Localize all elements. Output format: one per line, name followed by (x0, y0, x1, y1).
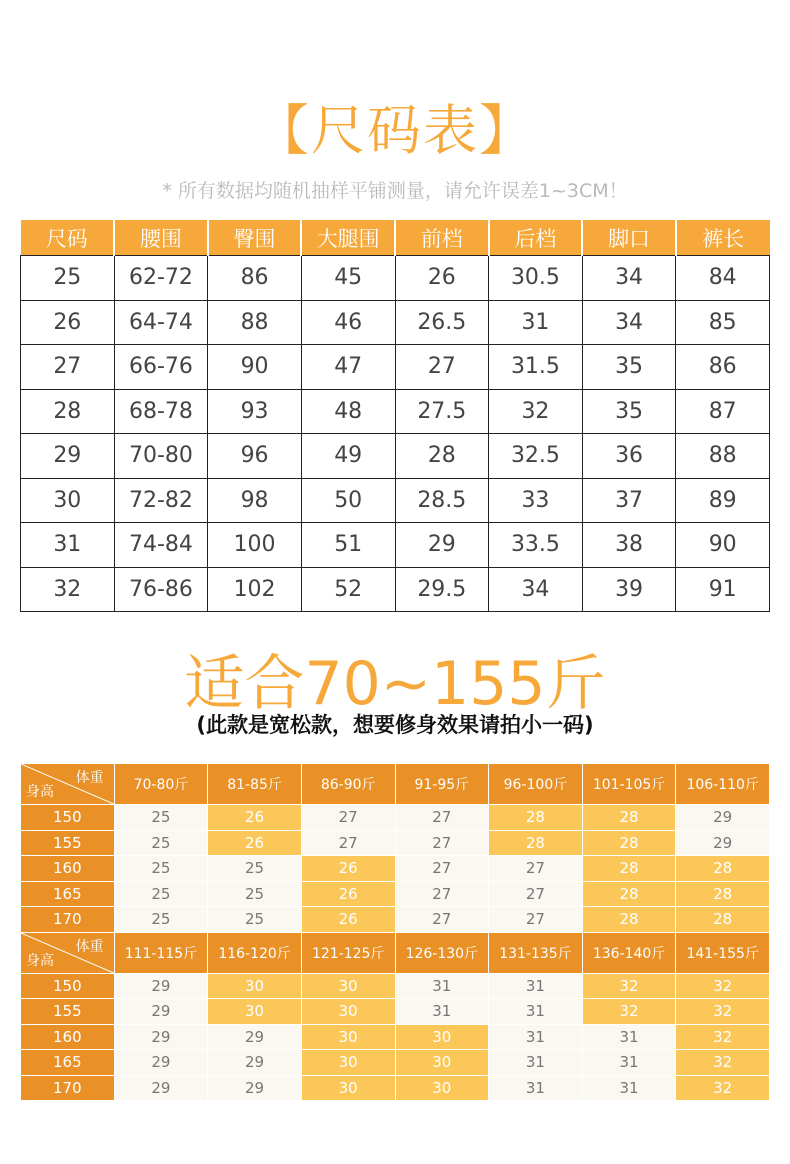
table-row (21, 389, 770, 434)
size-cell-highlighted: 26 (301, 907, 395, 933)
weight-height-table (20, 763, 770, 1101)
weight-range-header: 121-125斤 (301, 932, 395, 973)
table-cell: 36 (582, 434, 676, 479)
size-cell-highlighted: 28 (582, 907, 676, 933)
table-cell: 96 (208, 434, 302, 479)
table-cell: 84 (676, 256, 770, 301)
table-row (21, 1075, 770, 1101)
height-cell: 165 (21, 881, 115, 907)
table-cell: 31.5 (489, 345, 583, 390)
weight-axis-label: 体重 (75, 938, 104, 955)
page-title: 【尺码表】 (255, 99, 535, 162)
table-cell: 90 (208, 345, 302, 390)
table-cell: 28 (395, 434, 489, 479)
size-cell: 29 (676, 830, 770, 856)
weight-range-header: 126-130斤 (395, 932, 489, 973)
table-cell: 28.5 (395, 478, 489, 523)
weight-range-header: 86-90斤 (301, 764, 395, 805)
size-cell: 29 (114, 999, 208, 1025)
table-cell: 51 (301, 523, 395, 568)
table-row (21, 478, 770, 523)
table-cell: 29 (21, 434, 115, 479)
height-cell: 150 (21, 973, 115, 999)
table-cell: 50 (301, 478, 395, 523)
table-cell: 88 (208, 300, 302, 345)
weight-range-header: 101-105斤 (582, 764, 676, 805)
size-cell: 25 (208, 856, 302, 882)
table-cell: 68-78 (114, 389, 208, 434)
table-cell: 102 (208, 567, 302, 612)
table-cell: 85 (676, 300, 770, 345)
table-row (21, 999, 770, 1025)
table-row (21, 881, 770, 907)
size-cell: 29 (208, 1075, 302, 1101)
table-cell: 48 (301, 389, 395, 434)
table-cell: 27 (395, 345, 489, 390)
table-cell: 31 (489, 300, 583, 345)
height-cell: 160 (21, 1024, 115, 1050)
size-cell: 25 (114, 830, 208, 856)
size-cell-highlighted: 30 (395, 1075, 489, 1101)
table-cell: 30 (21, 478, 115, 523)
table-row (21, 434, 770, 479)
table-row (21, 973, 770, 999)
size-cell-highlighted: 26 (208, 805, 302, 831)
column-header: 脚口 (582, 220, 676, 256)
table-row (21, 1050, 770, 1076)
size-cell-highlighted: 28 (582, 805, 676, 831)
size-cell: 27 (301, 805, 395, 831)
column-header: 尺码 (21, 220, 115, 256)
size-cell-highlighted: 32 (676, 999, 770, 1025)
table-cell: 34 (582, 300, 676, 345)
size-cell: 31 (582, 1024, 676, 1050)
weight-range-header: 141-155斤 (676, 932, 770, 973)
table-cell: 88 (676, 434, 770, 479)
table-cell: 32 (489, 389, 583, 434)
size-cell-highlighted: 30 (395, 1024, 489, 1050)
table-row (21, 805, 770, 831)
size-cell: 25 (208, 907, 302, 933)
size-cell-highlighted: 32 (676, 1075, 770, 1101)
table-cell: 26.5 (395, 300, 489, 345)
size-cell-highlighted: 32 (582, 999, 676, 1025)
corner-header (21, 932, 115, 973)
height-cell: 170 (21, 907, 115, 933)
size-cell: 31 (395, 973, 489, 999)
size-cell-highlighted: 28 (676, 881, 770, 907)
fit-note: (此款是宽松款，想要修身效果请拍小一码) (196, 713, 594, 737)
table-cell: 35 (582, 345, 676, 390)
table-cell: 47 (301, 345, 395, 390)
size-cell: 31 (489, 1075, 583, 1101)
table-cell: 45 (301, 256, 395, 301)
size-cell: 31 (582, 1050, 676, 1076)
height-axis-label: 身高 (26, 784, 54, 800)
size-cell: 27 (489, 907, 583, 933)
size-cell: 25 (114, 805, 208, 831)
size-cell-highlighted: 26 (301, 881, 395, 907)
measurement-note: * 所有数据均随机抽样平铺测量，请允许误差1~3CM！ (162, 180, 628, 202)
weight-axis-label: 体重 (75, 770, 104, 786)
table-row (21, 523, 770, 568)
table-cell: 100 (208, 523, 302, 568)
table-cell: 34 (582, 256, 676, 301)
table-cell: 35 (582, 389, 676, 434)
table-cell: 30.5 (489, 256, 583, 301)
size-cell-highlighted: 32 (676, 1024, 770, 1050)
table-cell: 31 (21, 523, 115, 568)
size-cell: 29 (114, 1024, 208, 1050)
size-cell: 25 (114, 881, 208, 907)
height-cell: 150 (21, 805, 115, 831)
size-cell-highlighted: 28 (489, 805, 583, 831)
size-cell-highlighted: 26 (301, 856, 395, 882)
table-cell: 91 (676, 567, 770, 612)
table-cell: 25 (21, 256, 115, 301)
table-row (21, 830, 770, 856)
weight-range-header: 96-100斤 (489, 764, 583, 805)
size-cell-highlighted: 30 (301, 1050, 395, 1076)
weight-range-header: 131-135斤 (489, 932, 583, 973)
size-cell: 29 (208, 1024, 302, 1050)
size-cell-highlighted: 28 (582, 881, 676, 907)
table-cell: 32 (21, 567, 115, 612)
table-cell: 26 (21, 300, 115, 345)
size-cell-highlighted: 30 (208, 999, 302, 1025)
height-axis-label: 身高 (26, 952, 54, 969)
size-cell-highlighted: 32 (582, 973, 676, 999)
size-cell-highlighted: 30 (301, 1075, 395, 1101)
size-cell-highlighted: 30 (301, 999, 395, 1025)
table-cell: 89 (676, 478, 770, 523)
size-cell-highlighted: 28 (676, 907, 770, 933)
weight-header-row (21, 932, 770, 973)
size-cell: 25 (114, 907, 208, 933)
size-cell: 27 (395, 830, 489, 856)
size-cell: 29 (208, 1050, 302, 1076)
table-cell: 74-84 (114, 523, 208, 568)
size-cell-highlighted: 30 (301, 1024, 395, 1050)
table-cell: 98 (208, 478, 302, 523)
size-cell-highlighted: 30 (395, 1050, 489, 1076)
size-cell: 27 (395, 805, 489, 831)
table-row (21, 567, 770, 612)
table-row (21, 256, 770, 301)
column-header: 大腿围 (301, 220, 395, 256)
table-cell: 29 (395, 523, 489, 568)
size-cell: 31 (489, 999, 583, 1025)
table-row (21, 345, 770, 390)
size-cell: 29 (114, 1050, 208, 1076)
weight-range-header: 136-140斤 (582, 932, 676, 973)
table-cell: 37 (582, 478, 676, 523)
size-cell: 27 (395, 881, 489, 907)
table-cell: 33.5 (489, 523, 583, 568)
table-cell: 26 (395, 256, 489, 301)
weight-range-header: 81-85斤 (208, 764, 302, 805)
size-cell-highlighted: 28 (489, 830, 583, 856)
table-cell: 86 (208, 256, 302, 301)
table-cell: 86 (676, 345, 770, 390)
table-cell: 66-76 (114, 345, 208, 390)
height-cell: 165 (21, 1050, 115, 1076)
table-row (21, 907, 770, 933)
size-table (20, 220, 770, 612)
size-cell-highlighted: 30 (208, 973, 302, 999)
weight-range-header: 111-115斤 (114, 932, 208, 973)
table-cell: 29.5 (395, 567, 489, 612)
table-cell: 34 (489, 567, 583, 612)
size-cell-highlighted: 28 (582, 830, 676, 856)
size-cell: 27 (395, 856, 489, 882)
table-cell: 39 (582, 567, 676, 612)
table-cell: 90 (676, 523, 770, 568)
size-cell: 31 (489, 1050, 583, 1076)
weight-range-header: 91-95斤 (395, 764, 489, 805)
table-cell: 27 (21, 345, 115, 390)
column-header: 前档 (395, 220, 489, 256)
size-cell: 27 (395, 907, 489, 933)
size-cell: 29 (676, 805, 770, 831)
size-cell: 31 (489, 1024, 583, 1050)
table-cell: 38 (582, 523, 676, 568)
size-cell: 25 (114, 856, 208, 882)
table-cell: 32.5 (489, 434, 583, 479)
height-cell: 170 (21, 1075, 115, 1101)
weight-range-header: 70-80斤 (114, 764, 208, 805)
height-cell: 155 (21, 830, 115, 856)
column-header: 后档 (489, 220, 583, 256)
size-cell-highlighted: 32 (676, 1050, 770, 1076)
height-cell: 155 (21, 999, 115, 1025)
size-cell: 25 (208, 881, 302, 907)
table-cell: 93 (208, 389, 302, 434)
weight-range-header: 116-120斤 (208, 932, 302, 973)
table-cell: 46 (301, 300, 395, 345)
table-cell: 27.5 (395, 389, 489, 434)
table-cell: 70-80 (114, 434, 208, 479)
table-cell: 64-74 (114, 300, 208, 345)
fit-range-title: 适合70~155斤 (184, 649, 606, 719)
weight-range-header: 106-110斤 (676, 764, 770, 805)
table-row (21, 1024, 770, 1050)
size-cell: 31 (582, 1075, 676, 1101)
size-cell-highlighted: 32 (676, 973, 770, 999)
column-header: 臀围 (208, 220, 302, 256)
column-header: 腰围 (114, 220, 208, 256)
height-cell: 160 (21, 856, 115, 882)
size-cell: 27 (489, 881, 583, 907)
size-cell: 31 (395, 999, 489, 1025)
table-cell: 72-82 (114, 478, 208, 523)
table-row (21, 300, 770, 345)
size-cell: 29 (114, 973, 208, 999)
table-cell: 76-86 (114, 567, 208, 612)
table-cell: 62-72 (114, 256, 208, 301)
table-row (21, 856, 770, 882)
column-header: 裤长 (676, 220, 770, 256)
corner-header (21, 764, 115, 805)
size-cell-highlighted: 28 (582, 856, 676, 882)
size-cell: 27 (489, 856, 583, 882)
weight-header-row (21, 764, 770, 805)
size-cell-highlighted: 26 (208, 830, 302, 856)
table-cell: 87 (676, 389, 770, 434)
size-cell: 29 (114, 1075, 208, 1101)
table-cell: 28 (21, 389, 115, 434)
size-cell: 31 (489, 973, 583, 999)
size-cell-highlighted: 28 (676, 856, 770, 882)
size-cell-highlighted: 30 (301, 973, 395, 999)
table-cell: 52 (301, 567, 395, 612)
table-cell: 33 (489, 478, 583, 523)
table-cell: 49 (301, 434, 395, 479)
size-cell: 27 (301, 830, 395, 856)
size-table-header (21, 220, 770, 256)
